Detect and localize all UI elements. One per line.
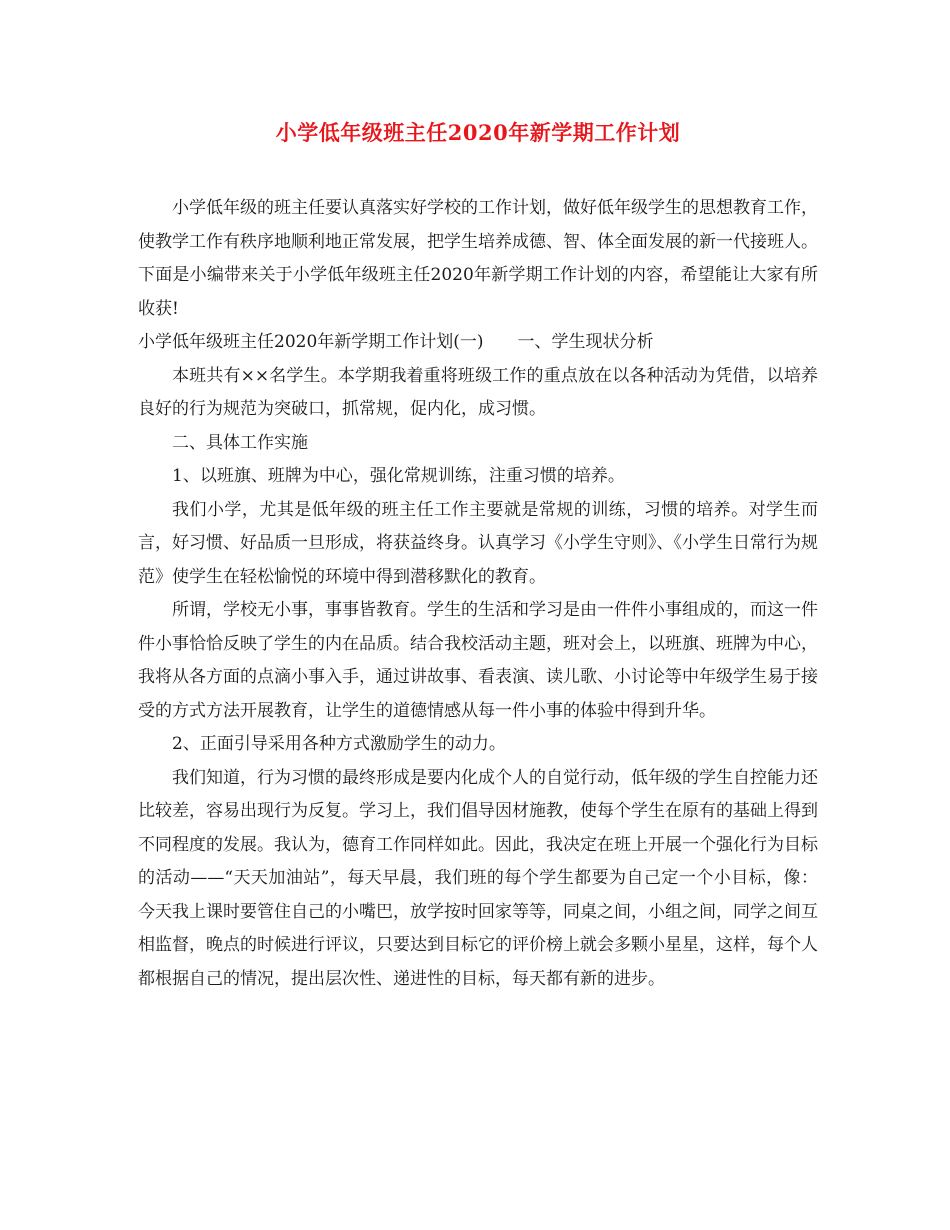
paragraph-small-things: 所谓，学校无小事，事事皆教育。学生的生活和学习是由一件件小事组成的，而这一件件小事恰恰反映了学生的内在品质。结合我校活动主题，班对会上，以班旗、班牌为中心，我将从各方面的点滴小事入手，通过讲故事、看表演、读儿歌、小讨论等中年级学生易于接受的方式方法开展教育，让学生的道德情感从每一件小事的体验中得到升华。 [138, 600, 818, 721]
paragraph-class-overview: 本班共有××名学生。本学期我着重将班级工作的重点放在以各种活动为凭借，以培养良好的行为规范为突破口，抓常规，促内化，成习惯。 [138, 365, 818, 419]
paragraph-section-heading: 小学低年级班主任2020年新学期工作计划(一) 一、学生现状分析 [138, 332, 654, 352]
paragraph-daily-goals: 我们知道，行为习惯的最终形成是要内化成个人的自觉行动，低年级的学生自控能力还比较差，容易出现行为反复。学习上，我们倡导因材施教，使每个学生在原有的基础上得到不同程度的发展。我认为，德育工作同样如此。因此，我决定在班上开展一个强化行为目标的活动——“天天加油站”，每天早晨，我们班的每个学生都要为自己定一个小目标，像：今天我上课时要管住自己的小嘴巴，放学按时回家等等，同桌之间，小组之间，同学之间互相监督，晚点的时候进行评议，只要达到目标它的评价榜上就会多颗小星星，这样，每个人都根据自己的情况，提出层次性、递进性的目标，每天都有新的进步。 [138, 767, 818, 989]
paragraph-intro: 小学低年级的班主任要认真落实好学校的工作计划，做好低年级学生的思想教育工作，使教学工作有秩序地顺利地正常发展，把学生培养成德、智、体全面发展的新一代接班人。下面是小编带来关于小学低年级班主任2020年新学期工作计划的内容，希望能让大家有所收获! [138, 198, 818, 319]
document-body [138, 192, 818, 996]
document-title: 小学低年级班主任2020年新学期工作计划 [275, 120, 681, 145]
paragraph-habit-training: 我们小学，尤其是低年级的班主任工作主要就是常规的训练，习惯的培养。对学生而言，好习惯、好品质一旦形成，将获益终身。认真学习《小学生守则》、《小学生日常行为规范》使学生在轻松愉悦的环境中得到潜移默化的教育。 [138, 499, 818, 587]
paragraph-item-1-heading: 1、以班旗、班牌为中心，强化常规训练，注重习惯的培养。 [172, 466, 625, 486]
document-page [138, 118, 818, 996]
paragraph-item-2-heading: 2、正面引导采用各种方式激励学生的动力。 [172, 734, 506, 754]
paragraph-implementation-heading: 二、具体工作实施 [172, 432, 308, 453]
